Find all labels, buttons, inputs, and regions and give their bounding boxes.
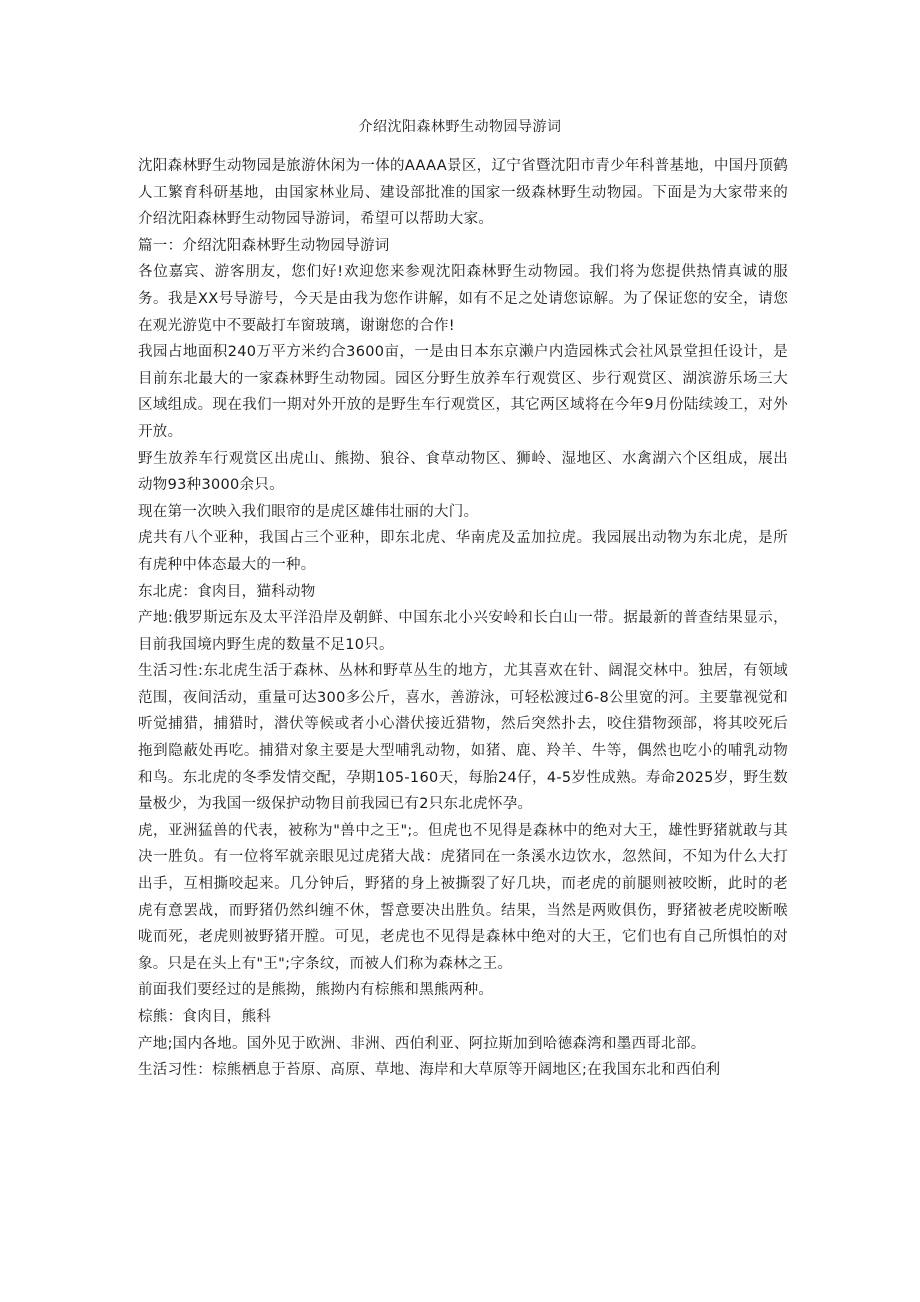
section-heading: 篇一：介绍沈阳森林野生动物园导游词 — [138, 237, 390, 254]
paragraph: 我园占地面积240万平方米约合3600亩，一是由日本东京濑户内造园株式会社风景堂担任设计，是目前东北最大的一家森林野生动物园。园区分野生放养车行观赏区、步行观赏区、湖滨游乐场三大区域组成。现在我们一期对外开放的是野生车行观赏区，其它两区域将在今年9月份陆续竣工，对外开放。 — [138, 344, 788, 440]
paragraph: 现在第一次映入我们眼帘的是虎区雄伟壮丽的大门。 — [138, 503, 479, 520]
document-body — [138, 153, 788, 1084]
paragraph: 野生放养车行观赏区出虎山、熊拗、狼谷、食草动物区、狮岭、湿地区、水禽湖六个区组成，展出动物93种3000余只。 — [138, 450, 788, 494]
paragraph: 生活习性:东北虎生活于森林、丛林和野草丛生的地方，尤其喜欢在针、阔混交林中。独居，有领域范围，夜间活动，重量可达300多公斤，喜水，善游泳，可轻松渡过6-8公里宽的河。主要靠视觉和听觉捕猎，捕猎时，潜伏等候或者小心潜伏接近猎物，然后突然扑去，咬住猎物颈部，将其咬死后拖到隐蔽处再吃。捕猎对象主要是大型哺乳动物，如猪、鹿、羚羊、牛等，偶然也吃小的哺乳动物和鸟。东北虎的冬季发情交配，孕期105-160天，每胎24仔，4-5岁性成熟。寿命2025岁，野生数量极少，为我国一级保护动物目前我园已有2只东北虎怀孕。 — [138, 663, 788, 813]
paragraph: 各位嘉宾、游客朋友，您们好!欢迎您来参观沈阳森林野生动物园。我们将为您提供热情真诚的服务。我是XX号导游号，今天是由我为您作讲解，如有不足之处请您谅解。为了保证您的安全，请您在观光游览中不要敲打车窗玻璃，谢谢您的合作! — [138, 264, 788, 334]
paragraph: 生活习性：棕熊栖息于苔原、高原、草地、海岸和大草原等开阔地区;在我国东北和西伯利 — [138, 1062, 721, 1079]
paragraph: 虎共有八个亚种，我国占三个亚种，即东北虎、华南虎及孟加拉虎。我园展出动物为东北虎，是所有虎种中体态最大的一种。 — [138, 530, 788, 573]
paragraph: 产地:俄罗斯远东及太平洋沿岸及朝鲜、中国东北小兴安岭和长白山一带。据最新的普查结果显示，目前我国境内野生虎的数量不足10只。 — [138, 610, 788, 653]
paragraph: 沈阳森林野生动物园是旅游休闲为一体的AAAA景区，辽宁省暨沈阳市青少年科普基地，中国丹顶鹤人工繁育科研基地，由国家林业局、建设部批准的国家一级森林野生动物园。下面是为大家带来的介绍沈阳森林野生动物园导游词，希望可以帮助大家。 — [138, 158, 788, 228]
document-title: 介绍沈阳森林野生动物园导游词 — [358, 119, 562, 135]
paragraph: 前面我们要经过的是熊拗，熊拗内有棕熊和黑熊两种。 — [138, 982, 494, 999]
paragraph: 虎，亚洲猛兽的代表，被称为"兽中之王";。但虎也不见得是森林中的绝对大王，雄性野猪就敢与其决一胜负。有一位将军就亲眼见过虎猪大战：虎猪同在一条溪水边饮水，忽然间，不知为什么大打出手，互相撕咬起来。几分钟后，野猪的身上被撕裂了好几块，而老虎的前腿则被咬断，此时的老虎有意罢战，而野猪仍然纠缠不休，誓意要决出胜负。结果，当然是两败俱伤，野猪被老虎咬断喉咙而死，老虎则被野猪开膛。可见，老虎也不见得是森林中绝对的大王，它们也有自己所惧怕的对象。只是在头上有"王";字条纹，而被人们称为森林之王。 — [138, 822, 788, 972]
paragraph: 产地;国内各地。国外见于欧洲、非洲、西伯利亚、阿拉斯加到哈德森湾和墨西哥北部。 — [138, 1035, 706, 1052]
paragraph: 棕熊：食肉目，熊科 — [138, 1009, 272, 1025]
paragraph: 东北虎：食肉目，猫科动物 — [138, 583, 316, 600]
